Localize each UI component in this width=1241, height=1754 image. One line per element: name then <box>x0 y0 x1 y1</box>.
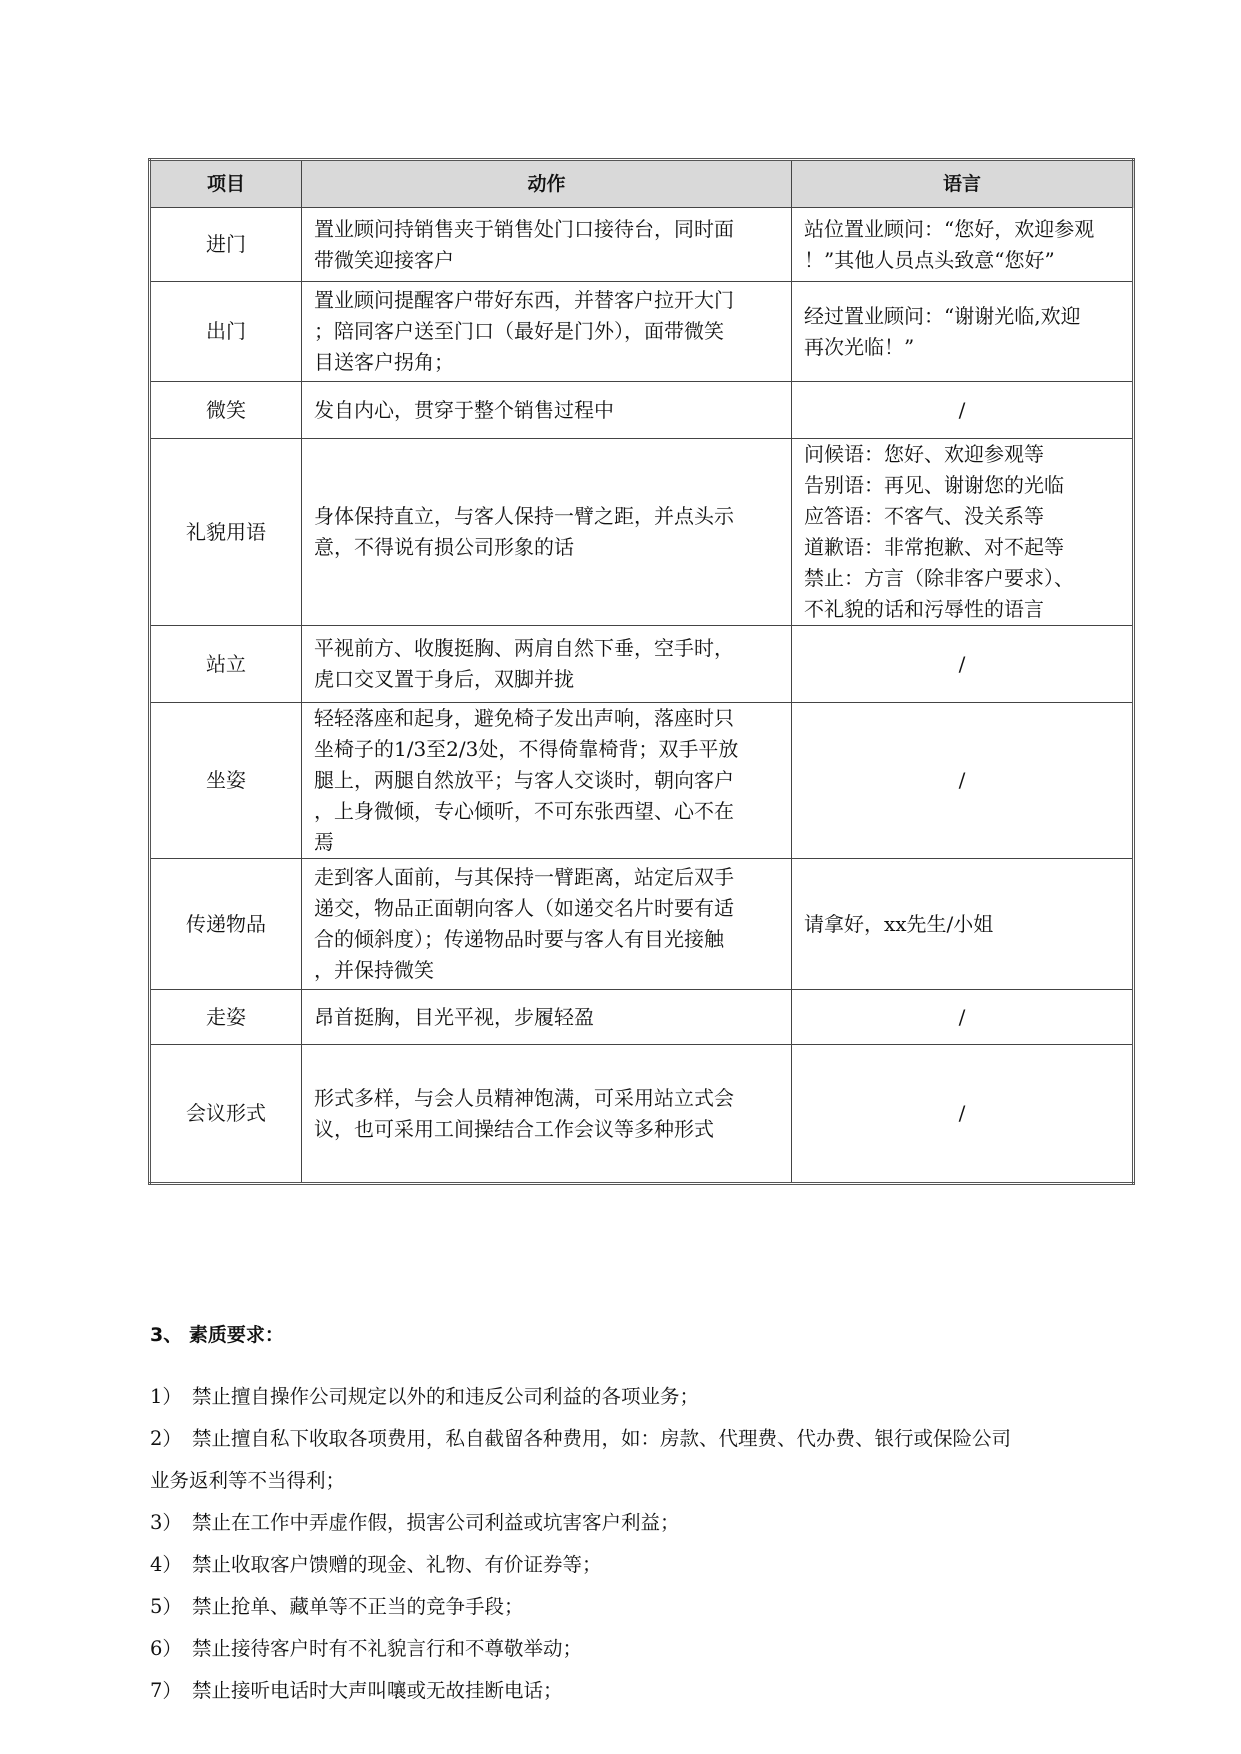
rule-item <box>150 1544 1100 1586</box>
action-line: 置业顾问持销售夹于销售处门口接待台，同时面 <box>314 216 734 241</box>
language-line: / <box>958 651 966 676</box>
section-title: 3、 素质要求： <box>150 1324 284 1346</box>
action-line: 焉 <box>314 830 334 854</box>
table-row <box>150 282 1134 382</box>
action-line: 昂首挺胸，目光平视，步履轻盈 <box>314 1004 594 1029</box>
action-line: 走到客人面前，与其保持一臂距离，站定后双手 <box>314 865 734 889</box>
table-row <box>150 208 1134 282</box>
rule-number: 4） <box>150 1553 182 1576</box>
rule-number: 5） <box>150 1595 182 1618</box>
language-line: 站位置业顾问：“您好，欢迎参观 <box>804 216 1095 241</box>
cell-language <box>792 282 1134 382</box>
cell-language <box>792 990 1134 1045</box>
language-line: 经过置业顾问：“谢谢光临,欢迎 <box>804 303 1081 328</box>
rule-text: 禁止擅自私下收取各项费用，私自截留各种费用，如：房款、代理费、代办费、银行或保险公司 <box>192 1427 1012 1450</box>
action-line: 身体保持直立，与客人保持一臂之距，并点头示 <box>314 504 734 528</box>
cell-item: 会议形式 <box>150 1045 302 1184</box>
language-line: ！”其他人员点头致意“您好” <box>804 247 1055 272</box>
rule-text: 禁止在工作中弄虚作假，损害公司利益或坑害客户利益； <box>192 1511 680 1534</box>
rule-item <box>150 1586 1100 1628</box>
cell-action <box>302 1045 792 1184</box>
rule-text-continuation: 业务返利等不当得利； <box>150 1469 346 1492</box>
action-line: 形式多样，与会人员精神饱满，可采用站立式会 <box>314 1085 734 1110</box>
action-line: 发自内心，贯穿于整个销售过程中 <box>314 397 614 422</box>
etiquette-table <box>148 158 1135 1185</box>
cell-item: 微笑 <box>150 382 302 439</box>
action-line: 目送客户拐角； <box>314 350 454 374</box>
rules-list <box>150 1376 1100 1712</box>
cell-action <box>302 990 792 1045</box>
cell-item: 出门 <box>150 282 302 382</box>
cell-language <box>792 1045 1134 1184</box>
cell-action <box>302 626 792 703</box>
rule-text: 禁止接听电话时大声叫嚷或无故挂断电话； <box>192 1679 563 1702</box>
table-row <box>150 382 1134 439</box>
rule-text: 禁止擅自操作公司规定以外的和违反公司利益的各项业务； <box>192 1385 700 1408</box>
rule-number: 6） <box>150 1637 182 1660</box>
rule-text: 禁止收取客户馈赠的现金、礼物、有价证券等； <box>192 1553 602 1576</box>
cell-item: 进门 <box>150 208 302 282</box>
cell-action <box>302 439 792 626</box>
action-line: 议，也可采用工间操结合工作会议等多种形式 <box>314 1116 714 1141</box>
cell-language <box>792 382 1134 439</box>
rule-item <box>150 1376 1100 1418</box>
table-row <box>150 859 1134 990</box>
header-action: 动作 <box>302 160 792 208</box>
cell-language <box>792 703 1134 859</box>
rule-number: 2） <box>150 1427 182 1450</box>
cell-item: 传递物品 <box>150 859 302 990</box>
action-line: ，上身微倾，专心倾听，不可东张西望、心不在 <box>314 799 734 823</box>
table-body <box>150 208 1134 1184</box>
language-line: / <box>958 1101 966 1125</box>
cell-action <box>302 208 792 282</box>
cell-action <box>302 703 792 859</box>
language-line: 应答语：不客气、没关系等 <box>804 504 1044 528</box>
rule-number: 1） <box>150 1385 182 1408</box>
rule-text: 禁止接待客户时有不礼貌言行和不尊敬举动； <box>192 1637 583 1660</box>
cell-item: 坐姿 <box>150 703 302 859</box>
table-header-row <box>150 160 1134 208</box>
rule-item <box>150 1628 1100 1670</box>
language-line: 再次光临！” <box>804 334 915 359</box>
language-line: 问候语：您好、欢迎参观等 <box>804 442 1044 466</box>
header-language: 语言 <box>792 160 1134 208</box>
action-line: 递交，物品正面朝向客人（如递交名片时要有适 <box>314 896 734 920</box>
language-line: 不礼貌的话和污辱性的语言 <box>804 597 1044 621</box>
action-line: 轻轻落座和起身，避免椅子发出声响，落座时只 <box>314 706 734 730</box>
table-row <box>150 703 1134 859</box>
cell-language <box>792 439 1134 626</box>
action-line: 意，不得说有损公司形象的话 <box>314 535 574 559</box>
rule-item <box>150 1502 1100 1544</box>
action-line: 平视前方、收腹挺胸、两肩自然下垂，空手时， <box>314 636 734 660</box>
language-line: / <box>958 768 966 792</box>
rule-number: 7） <box>150 1679 182 1702</box>
action-line: 置业顾问提醒客户带好东西，并替客户拉开大门 <box>314 288 734 312</box>
action-line: 坐椅子的1/3至2/3处，不得倚靠椅背；双手平放 <box>314 737 739 761</box>
rule-number: 3） <box>150 1511 182 1534</box>
header-item: 项目 <box>150 160 302 208</box>
cell-action <box>302 282 792 382</box>
quality-requirements-section <box>150 1322 1100 1712</box>
table-row <box>150 1045 1134 1184</box>
rule-text: 禁止抢单、藏单等不正当的竞争手段； <box>192 1595 524 1618</box>
cell-item: 站立 <box>150 626 302 703</box>
language-line: 道歉语：非常抱歉、对不起等 <box>804 535 1064 559</box>
action-line: 腿上，两腿自然放平；与客人交谈时，朝向客户 <box>314 768 734 792</box>
action-line: 合的倾斜度）；传递物品时要与客人有目光接触 <box>314 927 724 951</box>
cell-action <box>302 859 792 990</box>
language-line: 告别语：再见、谢谢您的光临 <box>804 473 1064 497</box>
language-line: 请拿好，xx先生/小姐 <box>804 911 994 936</box>
cell-language <box>792 208 1134 282</box>
action-line: 带微笑迎接客户 <box>314 247 454 272</box>
table-row <box>150 626 1134 703</box>
action-line: 虎口交叉置于身后，双脚并拢 <box>314 667 574 691</box>
language-line: / <box>958 1004 966 1029</box>
cell-language <box>792 626 1134 703</box>
action-line: ；陪同客户送至门口（最好是门外），面带微笑 <box>314 319 724 343</box>
rule-item <box>150 1418 1100 1502</box>
table-row <box>150 990 1134 1045</box>
language-line: 禁止：方言（除非客户要求）、 <box>804 566 1074 590</box>
cell-item: 礼貌用语 <box>150 439 302 626</box>
table-row <box>150 439 1134 626</box>
action-line: ，并保持微笑 <box>314 958 434 982</box>
language-line: / <box>958 397 966 422</box>
cell-language <box>792 859 1134 990</box>
cell-action <box>302 382 792 439</box>
rule-item <box>150 1670 1100 1712</box>
cell-item: 走姿 <box>150 990 302 1045</box>
